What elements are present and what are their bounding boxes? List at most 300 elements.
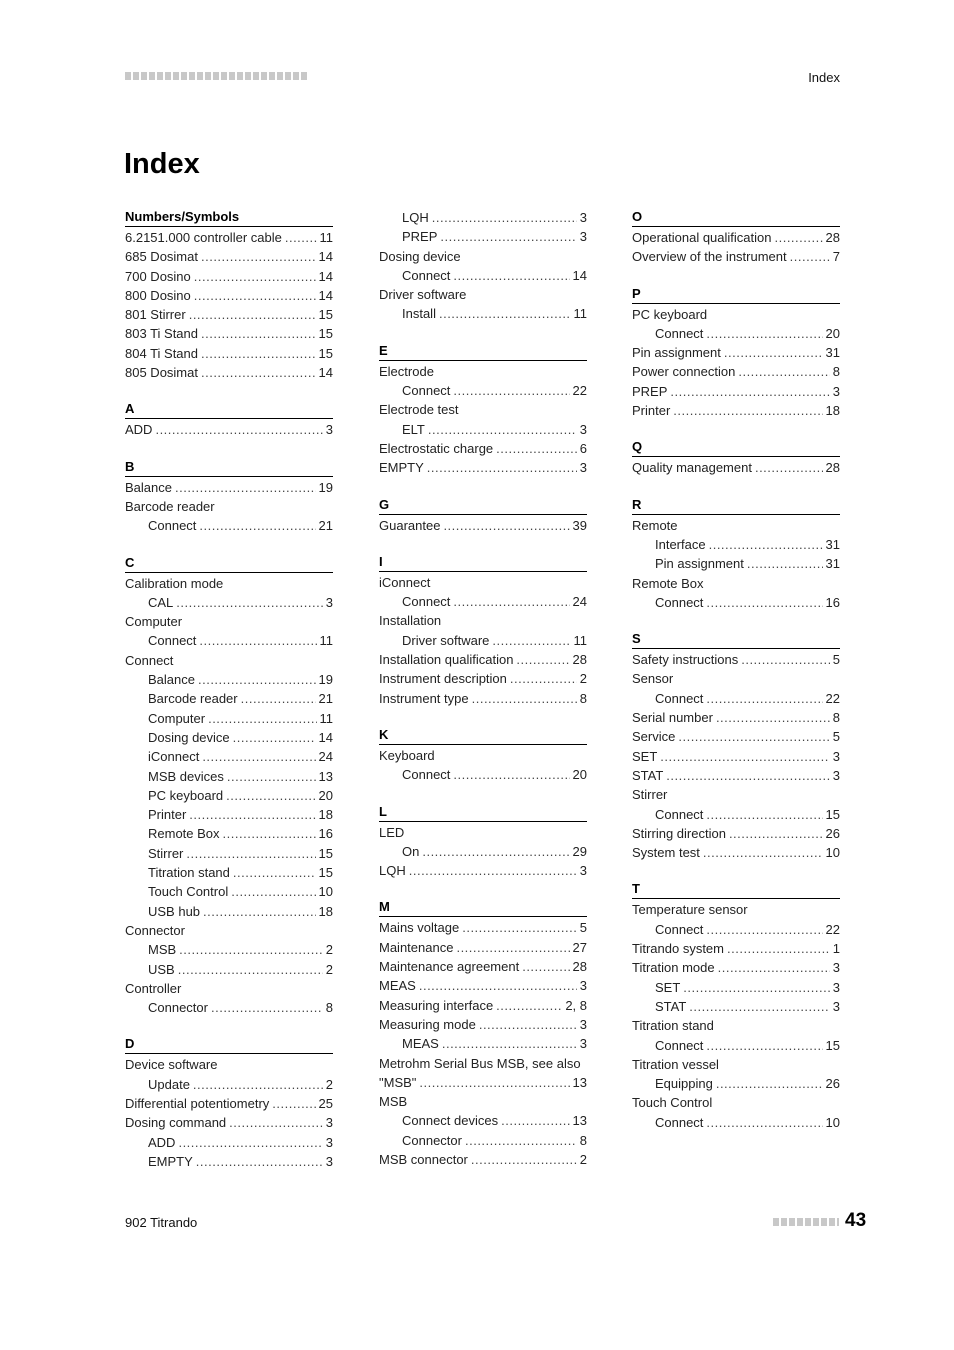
index-group [125, 554, 333, 1018]
entry-page-number: 3 [579, 863, 587, 879]
dot-leader [241, 689, 316, 708]
dot-leader [186, 844, 315, 863]
entry-page-number: 3 [579, 978, 587, 994]
index-subentry [632, 997, 840, 1016]
entry-label: PC keyboard [148, 787, 224, 803]
index-subentry [125, 902, 333, 921]
entry-page-number: 11 [573, 306, 587, 322]
entry-label: Dosing device [379, 248, 461, 264]
index-subentry [379, 842, 587, 861]
dot-leader [201, 247, 316, 266]
entry-label: Connector [402, 1132, 462, 1148]
dot-leader [471, 1150, 577, 1169]
entry-label: Computer [148, 710, 206, 726]
index-letter-heading: D [125, 1035, 333, 1054]
entry-page-number: 19 [318, 479, 333, 495]
index-entry [632, 1055, 840, 1074]
index-entry [379, 1054, 587, 1073]
index-letter-heading: Q [632, 438, 840, 457]
entry-label: Device software [125, 1057, 218, 1073]
entry-label: SET [655, 979, 681, 995]
index-subentry [125, 940, 333, 959]
index-letter-heading: L [379, 803, 587, 822]
index-entry [379, 689, 587, 708]
index-entry [125, 574, 333, 593]
entry-label: Connect [148, 518, 197, 534]
dot-leader [706, 805, 822, 824]
index-entry [125, 651, 333, 670]
index-entry [125, 305, 333, 324]
entry-label: Temperature sensor [632, 902, 748, 918]
entry-label: Titration stand [148, 865, 230, 881]
dot-leader [496, 996, 562, 1015]
dot-leader [462, 918, 577, 937]
index-entry [632, 650, 840, 669]
entry-page-number: 14 [318, 729, 333, 745]
index-subentry [125, 786, 333, 805]
dot-leader [179, 940, 323, 959]
dot-leader [501, 1111, 569, 1130]
index-group [125, 208, 333, 382]
entry-label: STAT [655, 998, 687, 1014]
index-group [379, 208, 587, 324]
entry-page-number: 13 [572, 1074, 587, 1090]
entry-label: Dosing command [125, 1115, 227, 1131]
index-subentry [632, 978, 840, 997]
entry-page-number: 15 [318, 845, 333, 861]
entry-page-number: 20 [318, 787, 333, 803]
index-subentry [379, 592, 587, 611]
entry-label: Connect [655, 806, 704, 822]
index-entry [632, 247, 840, 266]
index-group [632, 630, 840, 862]
entry-label: Stirrer [148, 845, 184, 861]
entry-page-number: 13 [318, 768, 333, 784]
entry-page-number: 7 [832, 249, 840, 265]
entry-label: "MSB" [379, 1074, 417, 1090]
entry-label: Keyboard [379, 747, 435, 763]
dot-leader [198, 670, 316, 689]
entry-page-number: 13 [572, 1113, 587, 1129]
entry-label: Connect [402, 767, 451, 783]
index-subentry [379, 304, 587, 323]
entry-label: Touch Control [632, 1095, 713, 1111]
entry-label: Titration mode [632, 960, 715, 976]
entry-page-number: 14 [318, 249, 333, 265]
entry-label: Connect [655, 1114, 704, 1130]
index-entry [379, 669, 587, 688]
dot-leader [201, 344, 316, 363]
entry-label: Titration stand [632, 1018, 714, 1034]
index-subentry [125, 747, 333, 766]
entry-label: Balance [148, 672, 195, 688]
index-entry [632, 708, 840, 727]
entry-page-number: 10 [825, 845, 840, 861]
entry-page-number: 2 [579, 1151, 587, 1167]
index-subentry [632, 324, 840, 343]
index-entry [379, 573, 587, 592]
dot-leader [472, 689, 577, 708]
index-entry [379, 746, 587, 765]
entry-page-number: 22 [825, 921, 840, 937]
entry-page-number: 15 [318, 307, 333, 323]
index-entry [379, 439, 587, 458]
entry-label: Service [632, 729, 676, 745]
index-entry [125, 228, 333, 247]
entry-label: Update [148, 1076, 190, 1092]
entry-label: SET [632, 748, 658, 764]
entry-page-number: 16 [318, 826, 333, 842]
entry-page-number: 15 [825, 1037, 840, 1053]
dot-leader [223, 824, 316, 843]
entry-page-number: 18 [318, 903, 333, 919]
entry-page-number: 6 [579, 440, 587, 456]
index-entry [379, 823, 587, 842]
index-column-1 [125, 208, 333, 1171]
dot-leader [479, 1015, 577, 1034]
index-entry [632, 747, 840, 766]
index-subentry [125, 670, 333, 689]
entry-label: Guarantee [379, 517, 441, 533]
entry-label: Electrode [379, 363, 434, 379]
entry-label: Balance [125, 479, 172, 495]
dot-leader [706, 324, 822, 343]
entry-label: Electrostatic charge [379, 440, 494, 456]
entry-page-number: 3 [579, 229, 587, 245]
entry-page-number: 21 [318, 518, 333, 534]
entry-label: USB hub [148, 903, 201, 919]
entry-page-number: 3 [579, 460, 587, 476]
entry-label: Install [402, 306, 436, 322]
entry-label: Printer [632, 403, 671, 419]
dot-leader [453, 381, 569, 400]
dot-leader [178, 960, 323, 979]
entry-page-number: 11 [319, 710, 333, 726]
index-subentry [632, 1113, 840, 1132]
entry-label: PREP [632, 383, 668, 399]
entry-page-number: 3 [325, 422, 333, 438]
entry-label: Connect [655, 921, 704, 937]
dot-leader [738, 362, 829, 381]
entry-label: PREP [402, 229, 438, 245]
entry-label: Instrument type [379, 690, 469, 706]
dot-leader [747, 554, 823, 573]
entry-label: CAL [148, 594, 174, 610]
entry-page-number: 14 [318, 365, 333, 381]
entry-page-number: 3 [832, 998, 840, 1014]
entry-label: USB [148, 961, 175, 977]
entry-label: MEAS [379, 978, 416, 994]
entry-label: System test [632, 845, 700, 861]
index-group [632, 880, 840, 1132]
entry-label: ADD [148, 1134, 176, 1150]
index-group [125, 1035, 333, 1171]
index-entry [379, 996, 587, 1015]
index-entry [379, 611, 587, 630]
dot-leader [729, 824, 823, 843]
entry-label: Installation [379, 613, 442, 629]
index-entry [125, 979, 333, 998]
dot-leader [453, 765, 569, 784]
entry-page-number: 2 [325, 942, 333, 958]
index-entry [632, 766, 840, 785]
footer-product-name: 902 Titrando [125, 1215, 198, 1230]
dot-leader [724, 343, 823, 362]
dot-leader [673, 401, 822, 420]
entry-label: Maintenance agreement [379, 959, 520, 975]
entry-page-number: 3 [832, 748, 840, 764]
entry-page-number: 26 [825, 1076, 840, 1092]
index-subentry [632, 805, 840, 824]
entry-page-number: 8 [579, 690, 587, 706]
entry-page-number: 5 [832, 652, 840, 668]
dot-leader [453, 592, 569, 611]
dot-leader [706, 1036, 822, 1055]
entry-label: Connect [402, 594, 451, 610]
dot-leader [194, 267, 316, 286]
entry-label: 803 Ti Stand [125, 326, 198, 342]
entry-label: Operational qualification [632, 230, 772, 245]
entry-label: MSB [379, 1094, 408, 1110]
index-letter-heading: R [632, 496, 840, 515]
index-entry [379, 1150, 587, 1169]
entry-label: Equipping [655, 1076, 713, 1092]
page-title: Index [124, 148, 200, 180]
entry-page-number: 22 [825, 690, 840, 706]
dot-leader [522, 957, 569, 976]
dot-leader [199, 516, 315, 535]
index-subentry [125, 631, 333, 650]
entry-page-number: 10 [825, 1114, 840, 1130]
entry-page-number: 3 [579, 210, 587, 225]
index-group [379, 803, 587, 881]
dot-leader [716, 1074, 823, 1093]
index-entry [632, 228, 840, 247]
index-letter-heading: S [632, 630, 840, 649]
index-subentry [379, 1131, 587, 1150]
entry-page-number: 3 [325, 1134, 333, 1150]
dot-leader [178, 1133, 322, 1152]
index-entry [125, 1094, 333, 1113]
entry-label: Touch Control [148, 884, 229, 900]
entry-label: 805 Dosimat [125, 365, 198, 381]
entry-label: Driver software [402, 632, 490, 648]
index-letter-heading: E [379, 342, 587, 361]
entry-page-number: 28 [572, 652, 587, 668]
index-entry [379, 650, 587, 669]
index-group [379, 898, 587, 1169]
entry-label: MSB [148, 942, 177, 958]
entry-label: EMPTY [148, 1153, 193, 1169]
dot-leader [202, 747, 315, 766]
entry-label: iConnect [379, 574, 431, 590]
index-entry [632, 900, 840, 919]
index-entry [379, 458, 587, 477]
dot-leader [660, 747, 829, 766]
dot-leader [465, 1131, 577, 1150]
index-letter-heading: O [632, 208, 840, 227]
dot-leader [231, 882, 315, 901]
dot-leader [175, 478, 316, 497]
index-entry [632, 785, 840, 804]
entry-page-number: 3 [325, 594, 333, 610]
index-column-2 [379, 208, 587, 1169]
dot-leader [706, 920, 822, 939]
entry-page-number: 31 [825, 556, 840, 572]
dot-leader [189, 805, 315, 824]
dot-leader [716, 708, 830, 727]
entry-label: Connector [148, 1000, 208, 1016]
entry-label: Stirrer [632, 787, 668, 803]
entry-label: Titrando system [632, 941, 724, 957]
index-group [379, 342, 587, 478]
entry-label: Controller [125, 980, 182, 996]
index-entry [125, 267, 333, 286]
dot-leader [196, 1152, 323, 1171]
index-subentry [379, 227, 587, 246]
entry-page-number: 28 [825, 460, 840, 476]
dot-leader [422, 842, 569, 861]
entry-label: Remote Box [148, 826, 220, 842]
entry-label: Maintenance [379, 939, 454, 955]
dot-leader [442, 1034, 577, 1053]
index-entry [379, 861, 587, 880]
index-subentry [632, 920, 840, 939]
entry-label: ELT [402, 421, 425, 437]
index-subentry [125, 844, 333, 863]
dot-leader [666, 766, 829, 785]
entry-page-number: 8 [832, 710, 840, 726]
entry-label: Calibration mode [125, 575, 224, 591]
entry-page-number: 5 [579, 920, 587, 936]
entry-page-number: 3 [579, 1036, 587, 1052]
dot-leader [706, 593, 822, 612]
index-subentry [125, 593, 333, 612]
index-entry [125, 478, 333, 497]
dot-leader [155, 420, 322, 439]
dot-leader [703, 843, 823, 862]
page-number: 43 [845, 1210, 867, 1231]
entry-label: Connect devices [402, 1113, 499, 1129]
entry-page-number: 21 [318, 691, 333, 707]
entry-page-number: 25 [318, 1095, 333, 1111]
dot-leader [199, 631, 316, 650]
entry-page-number: 5 [832, 729, 840, 745]
entry-label: Connect [402, 267, 451, 283]
entry-label: LQH [402, 210, 429, 225]
index-subentry [379, 381, 587, 400]
index-subentry [125, 824, 333, 843]
entry-label: Differential potentiometry [125, 1095, 270, 1111]
index-group [125, 400, 333, 439]
dot-leader [683, 978, 829, 997]
entry-label: Dosing device [148, 729, 230, 745]
entry-page-number: 10 [318, 884, 333, 900]
index-entry [125, 286, 333, 305]
index-entry [632, 458, 840, 477]
entry-label: Installation qualification [379, 652, 514, 668]
entry-label: 800 Dosino [125, 287, 191, 303]
index-entry [379, 1073, 587, 1092]
entry-page-number: 14 [318, 268, 333, 284]
index-subentry [125, 960, 333, 979]
entry-page-number: 11 [319, 633, 333, 649]
entry-label: Connector [125, 922, 185, 938]
entry-page-number: 14 [572, 267, 587, 283]
index-subentry [379, 631, 587, 650]
entry-page-number: 3 [325, 1115, 333, 1131]
entry-label: 700 Dosino [125, 268, 191, 284]
entry-label: 801 Stirrer [125, 307, 186, 323]
entry-page-number: 2 [325, 1076, 333, 1092]
dot-leader [272, 1094, 315, 1113]
index-subentry [125, 767, 333, 786]
entry-page-number: 29 [572, 843, 587, 859]
entry-page-number: 3 [579, 421, 587, 437]
dot-leader [194, 286, 316, 305]
entry-label: Pin assignment [655, 556, 744, 572]
index-entry [632, 958, 840, 977]
dot-leader [189, 305, 316, 324]
running-header: Index [808, 70, 840, 85]
index-group [632, 438, 840, 477]
dot-leader [709, 535, 823, 554]
entry-label: Sensor [632, 671, 674, 687]
index-entry [379, 247, 587, 266]
entry-page-number: 3 [832, 960, 840, 976]
index-entry [379, 285, 587, 304]
index-entry [125, 420, 333, 439]
entry-label: Connect [125, 652, 174, 668]
dot-leader [443, 516, 569, 535]
index-entry [379, 362, 587, 381]
index-letter-heading: K [379, 726, 587, 745]
entry-label: 6.2151.000 controller cable [125, 230, 282, 245]
index-subentry [125, 882, 333, 901]
entry-label: MSB devices [148, 768, 224, 784]
index-letter-heading: C [125, 554, 333, 573]
entry-page-number: 22 [572, 383, 587, 399]
entry-page-number: 3 [832, 979, 840, 995]
index-letter-heading: I [379, 553, 587, 572]
index-letter-heading: P [632, 285, 840, 304]
index-entry [125, 363, 333, 382]
index-subentry [379, 420, 587, 439]
dot-leader [706, 1113, 822, 1132]
dot-leader [510, 669, 577, 688]
entry-label: EMPTY [379, 460, 424, 476]
index-subentry [632, 689, 840, 708]
entry-label: Connect [655, 325, 704, 341]
dot-leader [456, 938, 569, 957]
dot-leader [419, 976, 577, 995]
index-entry [632, 1016, 840, 1035]
entry-page-number: 24 [318, 749, 333, 765]
index-entry [125, 324, 333, 343]
dot-leader [439, 304, 571, 323]
entry-label: Computer [125, 614, 183, 630]
dot-leader [496, 439, 577, 458]
entry-label: PC keyboard [632, 306, 708, 322]
entry-page-number: 16 [825, 594, 840, 610]
entry-label: Mains voltage [379, 920, 460, 936]
index-entry [125, 612, 333, 631]
index-entry [632, 939, 840, 958]
index-subentry [125, 1133, 333, 1152]
index-subentry [632, 554, 840, 573]
dot-leader [741, 650, 830, 669]
dot-leader [203, 902, 315, 921]
